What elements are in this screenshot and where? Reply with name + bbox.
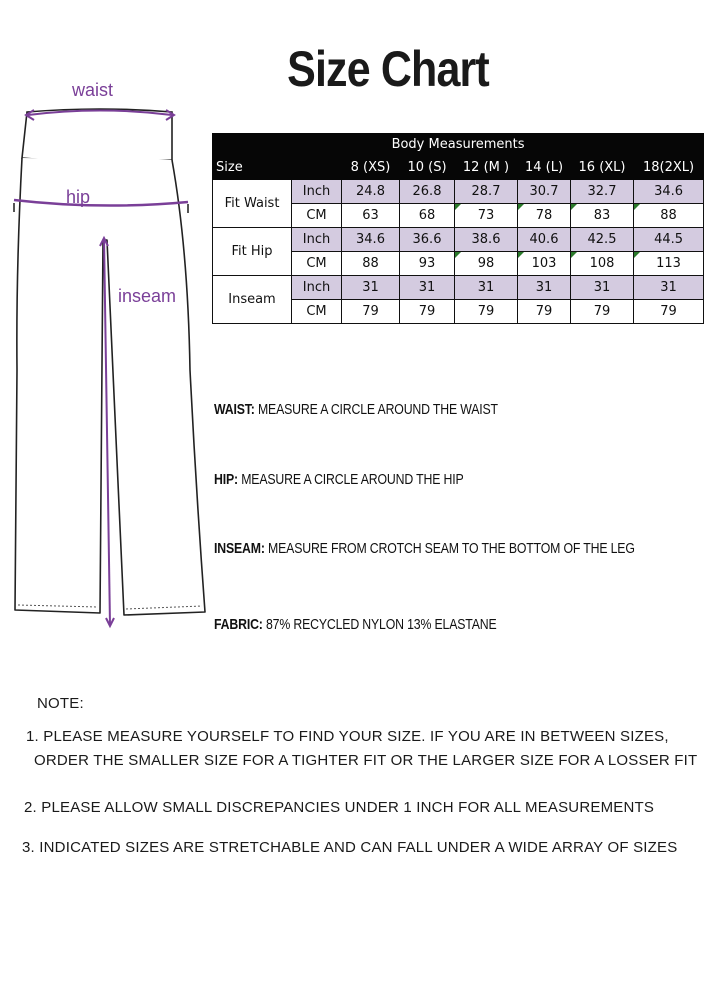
table-cell: 31 <box>400 276 455 300</box>
table-cell: 26.8 <box>400 180 455 204</box>
definition-fabric <box>214 616 497 633</box>
unit-label: CM <box>292 252 342 276</box>
table-cell: 79 <box>571 300 634 324</box>
table-cell: 30.7 <box>518 180 571 204</box>
page-title: Size Chart <box>287 41 489 97</box>
table-row <box>213 276 704 300</box>
note-item: 1. PLEASE MEASURE YOURSELF TO FIND YOUR SIZE. IF YOU ARE IN BETWEEN SIZES, <box>26 728 669 745</box>
pants-diagram <box>0 70 210 650</box>
note-item: 3. INDICATED SIZES ARE STRETCHABLE AND CAN FALL UNDER A WIDE ARRAY OF SIZES <box>22 839 678 856</box>
table-cell: 34.6 <box>634 180 704 204</box>
notes-heading: NOTE: <box>37 695 84 712</box>
table-cell: 79 <box>400 300 455 324</box>
unit-label: Inch <box>292 180 342 204</box>
table-cell: 31 <box>571 276 634 300</box>
table-cell: 113 <box>634 252 704 276</box>
table-cell: 103 <box>518 252 571 276</box>
definition-hip <box>214 471 463 488</box>
table-cell: 79 <box>342 300 400 324</box>
definition-term: WAIST: <box>214 401 255 418</box>
table-header-row <box>213 134 704 156</box>
size-header: 10 (S) <box>400 156 455 180</box>
table-cell: 98 <box>455 252 518 276</box>
table-row <box>213 228 704 252</box>
waist-label: waist <box>72 80 114 100</box>
size-header-row <box>213 156 704 180</box>
note-item: ORDER THE SMALLER SIZE FOR A TIGHTER FIT OR THE LARGER SIZE FOR A LOSSER FIT <box>34 752 698 769</box>
table-cell: 88 <box>342 252 400 276</box>
size-header: 16 (XL) <box>571 156 634 180</box>
table-cell: 68 <box>400 204 455 228</box>
table-cell: 83 <box>571 204 634 228</box>
note-item: 2. PLEASE ALLOW SMALL DISCREPANCIES UNDER 1 INCH FOR ALL MEASUREMENTS <box>24 799 655 816</box>
size-header: 8 (XS) <box>342 156 400 180</box>
table-cell: 73 <box>455 204 518 228</box>
table-cell: 34.6 <box>342 228 400 252</box>
table-cell: 31 <box>342 276 400 300</box>
table-cell: 79 <box>455 300 518 324</box>
size-label: Size <box>213 156 342 180</box>
inseam-label: inseam <box>118 286 177 306</box>
table-cell: 32.7 <box>571 180 634 204</box>
definition-text: 87% RECYCLED NYLON 13% ELASTANE <box>265 616 497 633</box>
definition-text: MEASURE A CIRCLE AROUND THE HIP <box>241 471 464 488</box>
pants-illustration <box>0 70 210 650</box>
definition-text: MEASURE FROM CROTCH SEAM TO THE BOTTOM OF THE LEG <box>268 540 635 557</box>
definition-text: MEASURE A CIRCLE AROUND THE WAIST <box>257 401 498 418</box>
table-cell: 31 <box>518 276 571 300</box>
definition-term: FABRIC: <box>214 616 263 633</box>
category-label: Fit Hip <box>213 228 292 276</box>
table-cell: 63 <box>342 204 400 228</box>
table-cell: 40.6 <box>518 228 571 252</box>
size-header: 18(2XL) <box>634 156 704 180</box>
definition-inseam <box>214 540 635 557</box>
unit-label: Inch <box>292 276 342 300</box>
table-cell: 88 <box>634 204 704 228</box>
size-chart-table <box>212 133 704 324</box>
table-cell: 78 <box>518 204 571 228</box>
unit-label: CM <box>292 204 342 228</box>
category-label: Fit Waist <box>213 180 292 228</box>
table-cell: 93 <box>400 252 455 276</box>
table-cell: 24.8 <box>342 180 400 204</box>
definition-waist <box>214 401 498 418</box>
table-cell: 79 <box>518 300 571 324</box>
table-cell: 38.6 <box>455 228 518 252</box>
table-header-title: Body Measurements <box>213 134 704 156</box>
table-cell: 28.7 <box>455 180 518 204</box>
hip-label: hip <box>66 187 91 207</box>
table-cell: 79 <box>634 300 704 324</box>
table-cell: 36.6 <box>400 228 455 252</box>
table-cell: 42.5 <box>571 228 634 252</box>
category-label: Inseam <box>213 276 292 324</box>
table-row <box>213 180 704 204</box>
table-cell: 108 <box>571 252 634 276</box>
table-cell: 31 <box>455 276 518 300</box>
size-header: 12 (M ) <box>455 156 518 180</box>
unit-label: Inch <box>292 228 342 252</box>
table-cell: 44.5 <box>634 228 704 252</box>
definition-term: HIP: <box>214 471 238 488</box>
definition-term: INSEAM: <box>214 540 265 557</box>
size-header: 14 (L) <box>518 156 571 180</box>
table-cell: 31 <box>634 276 704 300</box>
unit-label: CM <box>292 300 342 324</box>
